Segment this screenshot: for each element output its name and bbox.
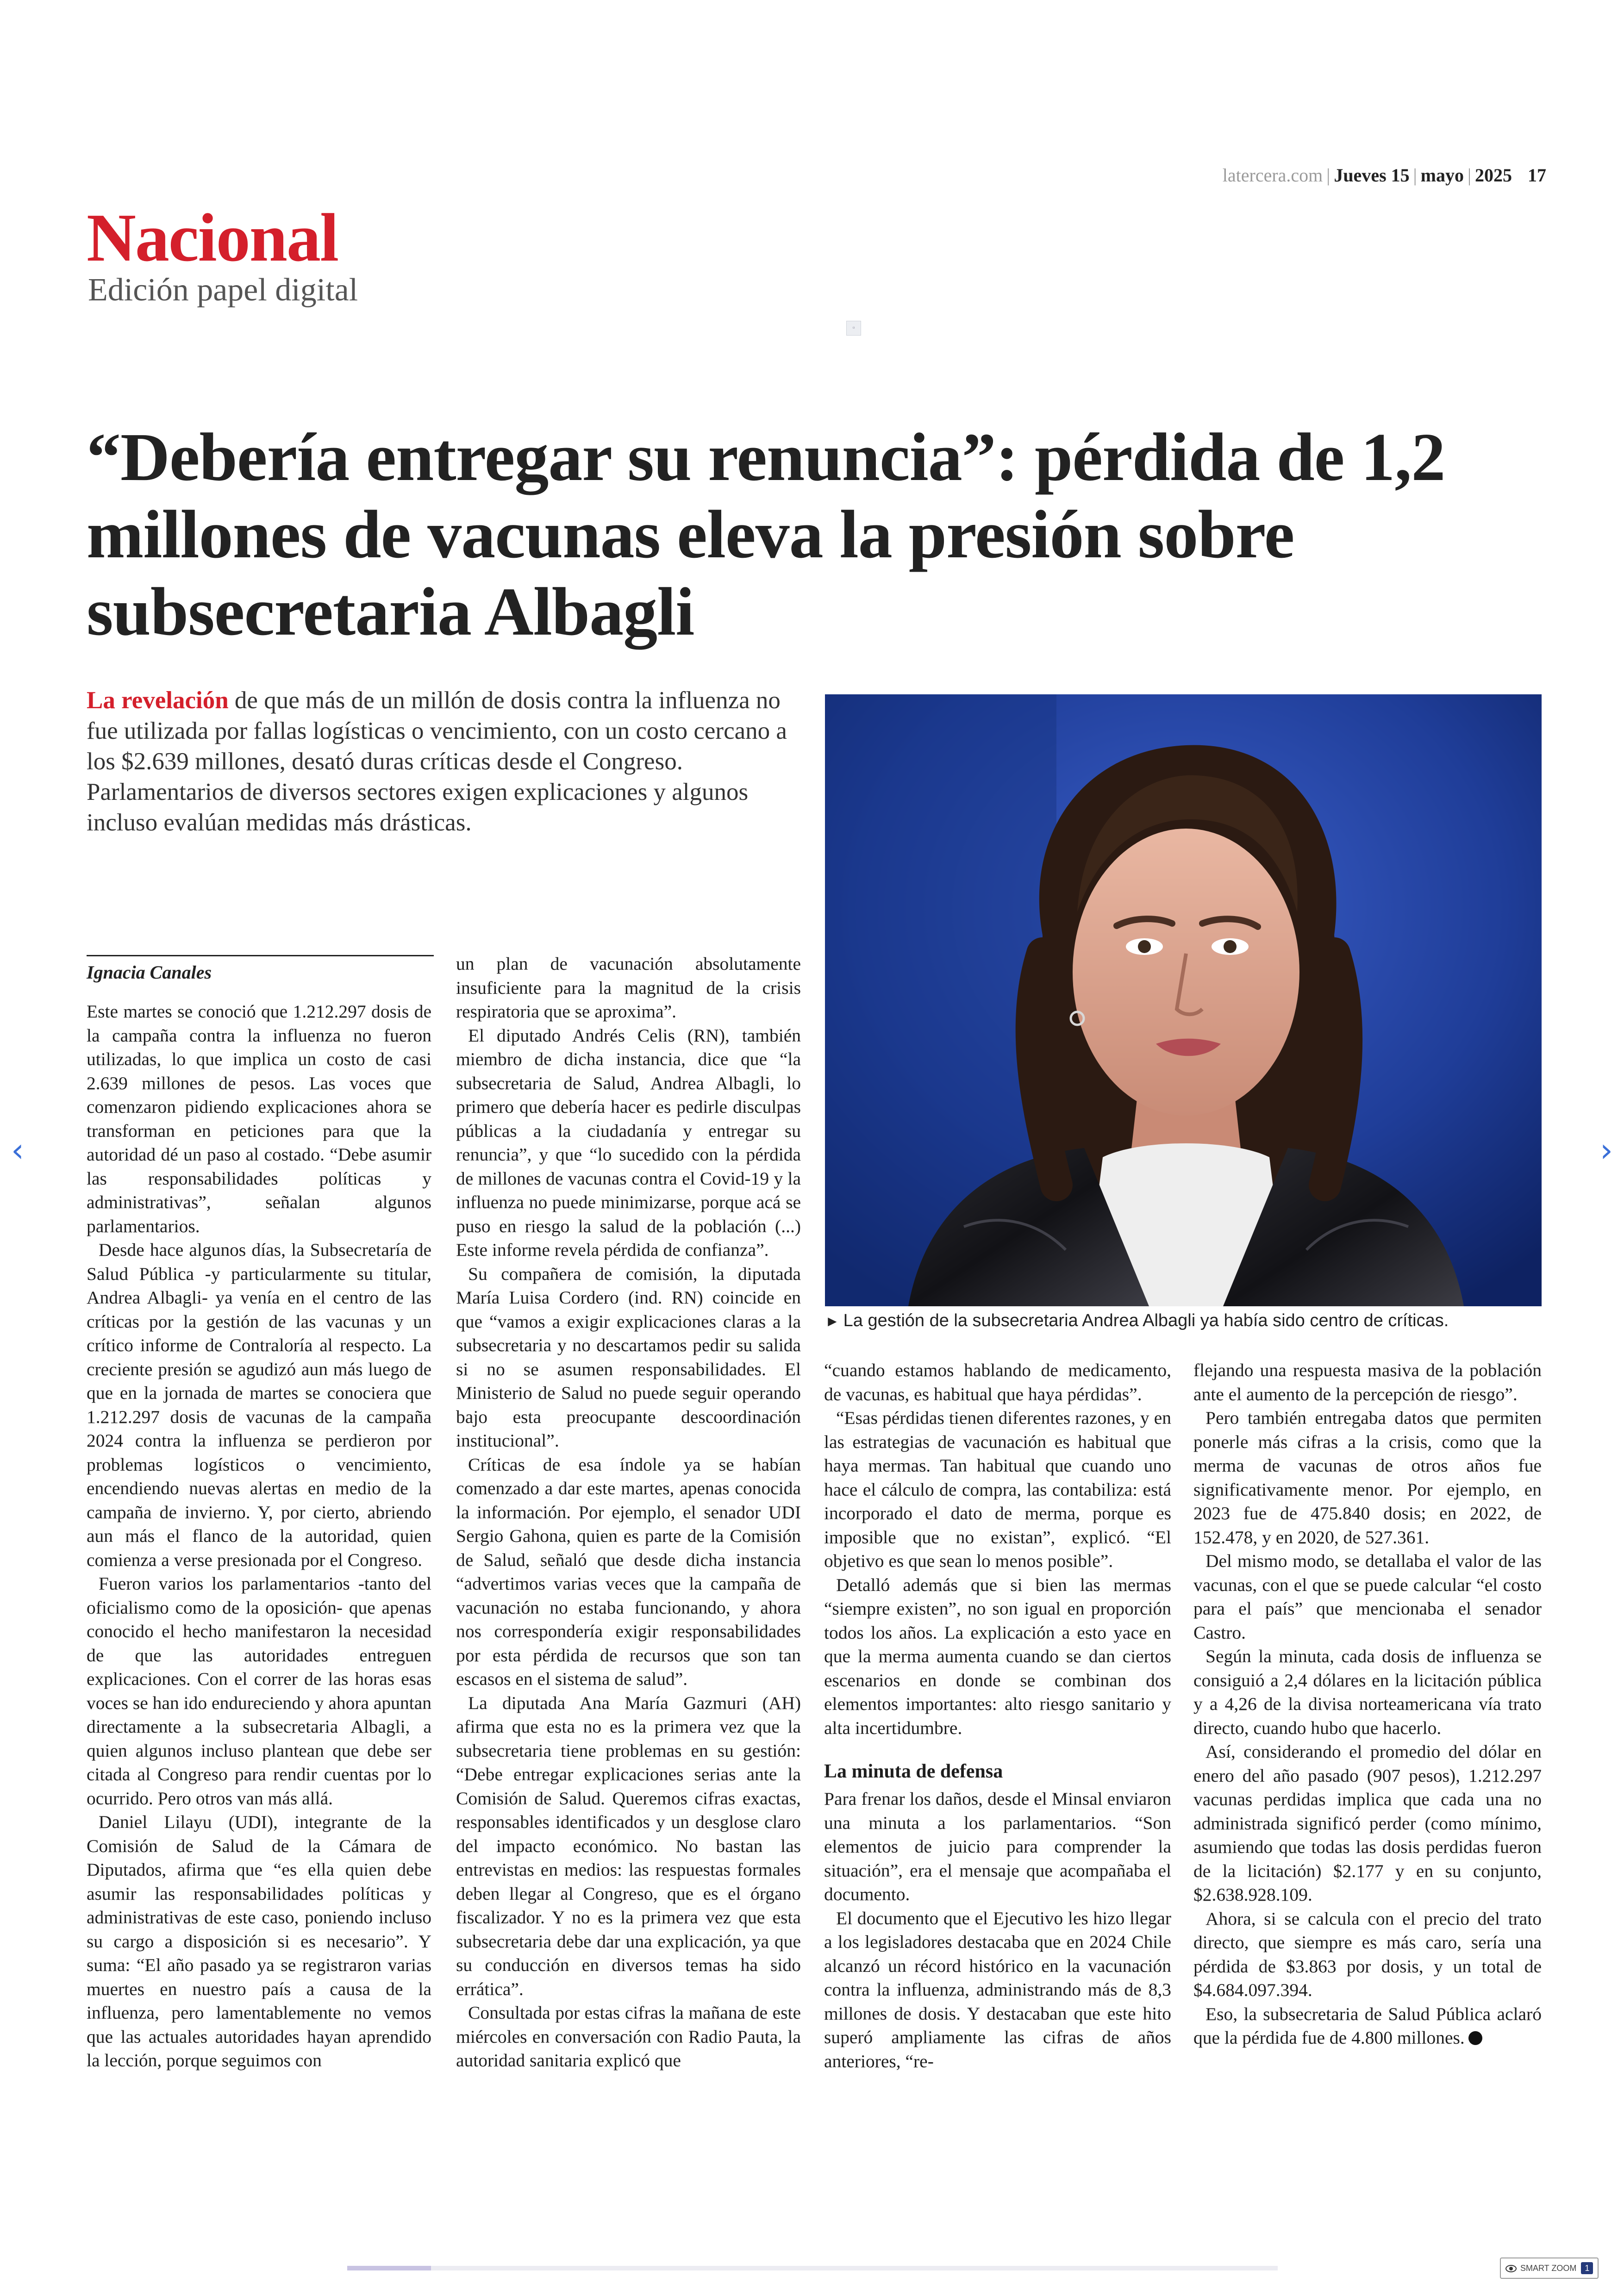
page-progress-bar[interactable] — [347, 2266, 1278, 2270]
eye-icon — [1505, 2265, 1517, 2272]
body-paragraph: La diputada Ana María Gazmuri (AH) afirma que esta no es la primera vez que la subsecretaria tiene problemas en su gestión: “Debe entregar explicaciones serias ante la Comisión de Salud. Queremos cifras exactas, responsables identificados y un desglose claro del impacto económico. No bastan las entrevistas en medios: las respuestas formales deben llegar al Congreso, que es el órgano fiscalizador. Y no es la primera vez que esta subsecretaria debe dar una explicación, ya que su conducción en diversos temas ha sido errática”. — [456, 1692, 801, 1999]
article-column-3 — [824, 1359, 1171, 2073]
body-paragraph: Consultada por estas cifras la mañana de este miércoles en conversación con Radio Pauta, la autoridad sanitaria explicó que — [456, 2002, 801, 2070]
byline: Ignacia Canales — [87, 962, 212, 983]
caption-text: La gestión de la subsecretaria Andrea Albagli ya había sido centro de críticas. — [843, 1311, 1449, 1330]
body-text: Eso, la subsecretaria de Salud Pública aclaró que la pérdida fue de 4.800 millones. — [1193, 2003, 1542, 2048]
body-paragraph: “cuando estamos hablando de medicamento, de vacunas, es habitual que haya pérdidas”. — [824, 1360, 1171, 1404]
body-paragraph-last — [1193, 2002, 1542, 2050]
body-paragraph: Ahora, si se calcula con el precio del trato directo, que siempre es más caro, sería una pérdida de $3.863 por dosis, y un total de $4.684.097.394. — [1193, 1908, 1542, 2000]
body-paragraph: Detalló además que si bien las mermas “siempre existen”, no son igual en proporción todos los años. La explicación a esto yace en que la merma aumenta cuando se dan ciertos escenarios en donde se combinan dos elementos importantes: alto riesgo sanitario y alta incertidumbre. — [824, 1574, 1171, 1738]
date-year: 2025 — [1475, 165, 1512, 186]
body-paragraph: “Esas pérdidas tienen diferentes razones, y en las estrategias de vacunación es habitual que haya mermas. Tan habitual que cuando uno hace el cálculo de compra, las contabiliza: está incorporado el dato de merma, porque es imposible que no existan”, explicó. “El objetivo es que sean lo menos posible”. — [824, 1408, 1171, 1571]
end-mark-icon — [1468, 2031, 1482, 2045]
page-progress-fill — [347, 2266, 431, 2270]
edition-subtitle: Edición papel digital — [88, 272, 358, 308]
body-paragraph: Según la minuta, cada dosis de influenza se consiguió a 2,4 dólares en la licitación pública y a 4,26 de la divisa norteamericana vía trato directo, cuando hubo que hacerlo. — [1193, 1646, 1542, 1738]
subheading: La minuta de defensa — [824, 1761, 1003, 1782]
page-meta: latercera.com | Jueves 15 | mayo | 2025 17 — [1222, 165, 1546, 186]
body-paragraph: Su compañera de comisión, la diputada María Luisa Cordero (ind. RN) coincide en que “vamos a exigir explicaciones claras a la subsecretaria y no descartamos pedir su salida si no se asumen responsabilidades. El Ministerio de Salud no puede seguir operando bajo esta preocupante descoordinación institucional”. — [456, 1263, 801, 1451]
headline: “Debería entregar su renuncia”: pérdida de 1,2 millones de vacunas eleva la presión sobre subsecretaria Albagli — [87, 419, 1445, 650]
date-month: mayo — [1420, 165, 1464, 186]
body-paragraph: Para frenar los daños, desde el Minsal enviaron una minuta a los parlamentarios. “Son elementos de juicio para comprender la situación”, era el mensaje que acompañaba el documento. — [824, 1789, 1171, 1904]
section-title: Nacional — [87, 200, 338, 276]
article-column-1 — [87, 1000, 431, 2073]
caption-arrow-icon: ► — [825, 1313, 840, 1329]
smart-zoom-button[interactable] — [1500, 2258, 1599, 2279]
article-column-2 — [456, 952, 801, 2073]
body-paragraph: El diputado Andrés Celis (RN), también miembro de dicha instancia, dice que “la subsecretaria de Salud, Andrea Albagli, lo primero que debería hacer es pedirle disculpas públicas a la ciudadanía y entregar su renuncia”, y que “lo sucedido con la pérdida de millones de vacunas contra el Covid-19 y la influenza no puede minimizarse, porque acá se puso en riesgo la salud de la población (...) Este informe revela pérdida de confianza”. — [456, 1025, 801, 1260]
photo-caption — [825, 1311, 1547, 1331]
body-paragraph: un plan de vacunación absolutamente insuficiente para la magnitud de la crisis respiratoria que se aproxima”. — [456, 954, 801, 1022]
body-paragraph: Del mismo modo, se detallaba el valor de las vacunas, con el que se puede calcular “el costo para el país” que mencionaba el senador Castro. — [1193, 1551, 1542, 1643]
date-weekday: Jueves 15 — [1334, 165, 1410, 186]
article-column-4 — [1193, 1359, 1542, 2050]
prev-page-button[interactable]: ‹ — [11, 1131, 24, 1169]
body-paragraph: Fueron varios los parlamentarios -tanto del oficialismo como de la oposición- que apenas conocido el hecho manifestaron la necesidad de que las autoridades entreguen explicaciones. Con el correr de las horas esas voces se han ido endureciendo y ahora apuntan directamente a la subsecretaria Albagli, a quien algunos incluso plantean que debe ser citada al Congreso para rendir cuentas por lo ocurrido. Pero otros van más allá. — [87, 1573, 431, 1809]
body-paragraph: El documento que el Ejecutivo les hizo llegar a los legisladores destacaba que en 2024 Chile alcanzó un récord histórico en la vacunación contra la influenza, administrando más de 8,3 millones de dosis. Y destacaban que este hito superó ampliamente las cifras de años anteriores, “re- — [824, 1908, 1171, 2071]
body-paragraph: Daniel Lilayu (UDI), integrante de la Comisión de Salud de la Cámara de Diputados, afirma que “es ella quien debe asumir las responsabilidades políticas y administrativas de este caso, poniendo incluso su cargo a disposición si es necesario”. Y suma: “El año pasado ya se registraron varias muertes en nuestro país a causa de la influenza, pero lamentablemente no vemos que las actuales autoridades hayan aprendido la lección, porque seguimos con — [87, 1812, 431, 2070]
smart-zoom-count: 1 — [1581, 2262, 1593, 2274]
lead-kicker: La revelación — [87, 687, 229, 714]
smart-zoom-label: SMART ZOOM — [1520, 2264, 1577, 2273]
page-number: 17 — [1528, 165, 1546, 186]
ad-marker-icon: ▫ — [846, 321, 861, 336]
body-paragraph: Este martes se conoció que 1.212.297 dosis de la campaña contra la influenza no fueron utilizadas, lo que implica un costo de casi 2.639 millones de pesos. Las voces que comenzaron pidiendo explicaciones ahora se transforman en peticiones para que la autoridad dé un paso al costado. “Debe asumir las responsabilidades políticas y administrativas”, señalan algunos parlamentarios. — [87, 1001, 431, 1236]
next-page-button[interactable]: › — [1600, 1131, 1613, 1169]
byline-rule — [87, 955, 434, 956]
body-paragraph: Desde hace algunos días, la Subsecretaría de Salud Pública -y particularmente su titular, Andrea Albagli- ya venía en el centro de las críticas por la gestión de las vacunas y un crítico informe de Contraloría al respecto. La creciente presión se agudizó aun más luego de que en la jornada de martes se conociera que 1.212.297 dosis de vacunas de la campaña 2024 contra la influenza se perdieron por problemas logísticos o vencimiento, encendiendo nuevas alertas en medio de la campaña de invierno. Y, por cierto, abriendo aun más el flanco de la autoridad, quien comienza a verse presionada por el Congreso. — [87, 1240, 431, 1570]
lead-text: de que más de un millón de dosis contra la influenza no fue utilizada por fallas logísticas o vencimiento, con un costo cercano a los $2.639 millones, desató duras críticas desde el Congreso. Parlamentarios de diversos sectores exigen explicaciones y algunos incluso evalúan medidas más drásticas. — [87, 687, 787, 836]
body-paragraph: flejando una respuesta masiva de la población ante el aumento de la percepción de riesgo”. — [1193, 1360, 1542, 1404]
article-photo — [825, 694, 1542, 1306]
body-paragraph: Así, considerando el promedio del dólar en enero del año pasado (907 pesos), 1.212.297 vacunas perdidas implica que cada una no administrada significó perder (como mínimo, asumiendo que todas las dosis perdidas fueron de la licitación) $2.177 y en su conjunto, $2.638.928.109. — [1193, 1741, 1542, 1905]
body-paragraph: Críticas de esa índole ya se habían comenzado a dar este martes, apenas conocida la información. Por ejemplo, el senador UDI Sergio Gahona, quien es parte de la Comisión de Salud, señaló que desde dicha instancia “advertimos varias veces que la campaña de vacunación no estaba funcionando, y ahora nos correspondería exigir responsabilidades por esta pérdida de recursos que son tan escasos en el sistema de salud”. — [456, 1454, 801, 1689]
site-name: latercera.com — [1222, 165, 1323, 186]
body-paragraph: Pero también entregaba datos que permiten ponerle más cifras a la crisis, como que la merma de vacunas de otros años fue significativamente menor. Por ejemplo, en 2023 fue de 475.840 dosis; en 2022, de 152.478, y en 2020, de 527.361. — [1193, 1408, 1542, 1547]
lead-paragraph — [87, 685, 790, 838]
